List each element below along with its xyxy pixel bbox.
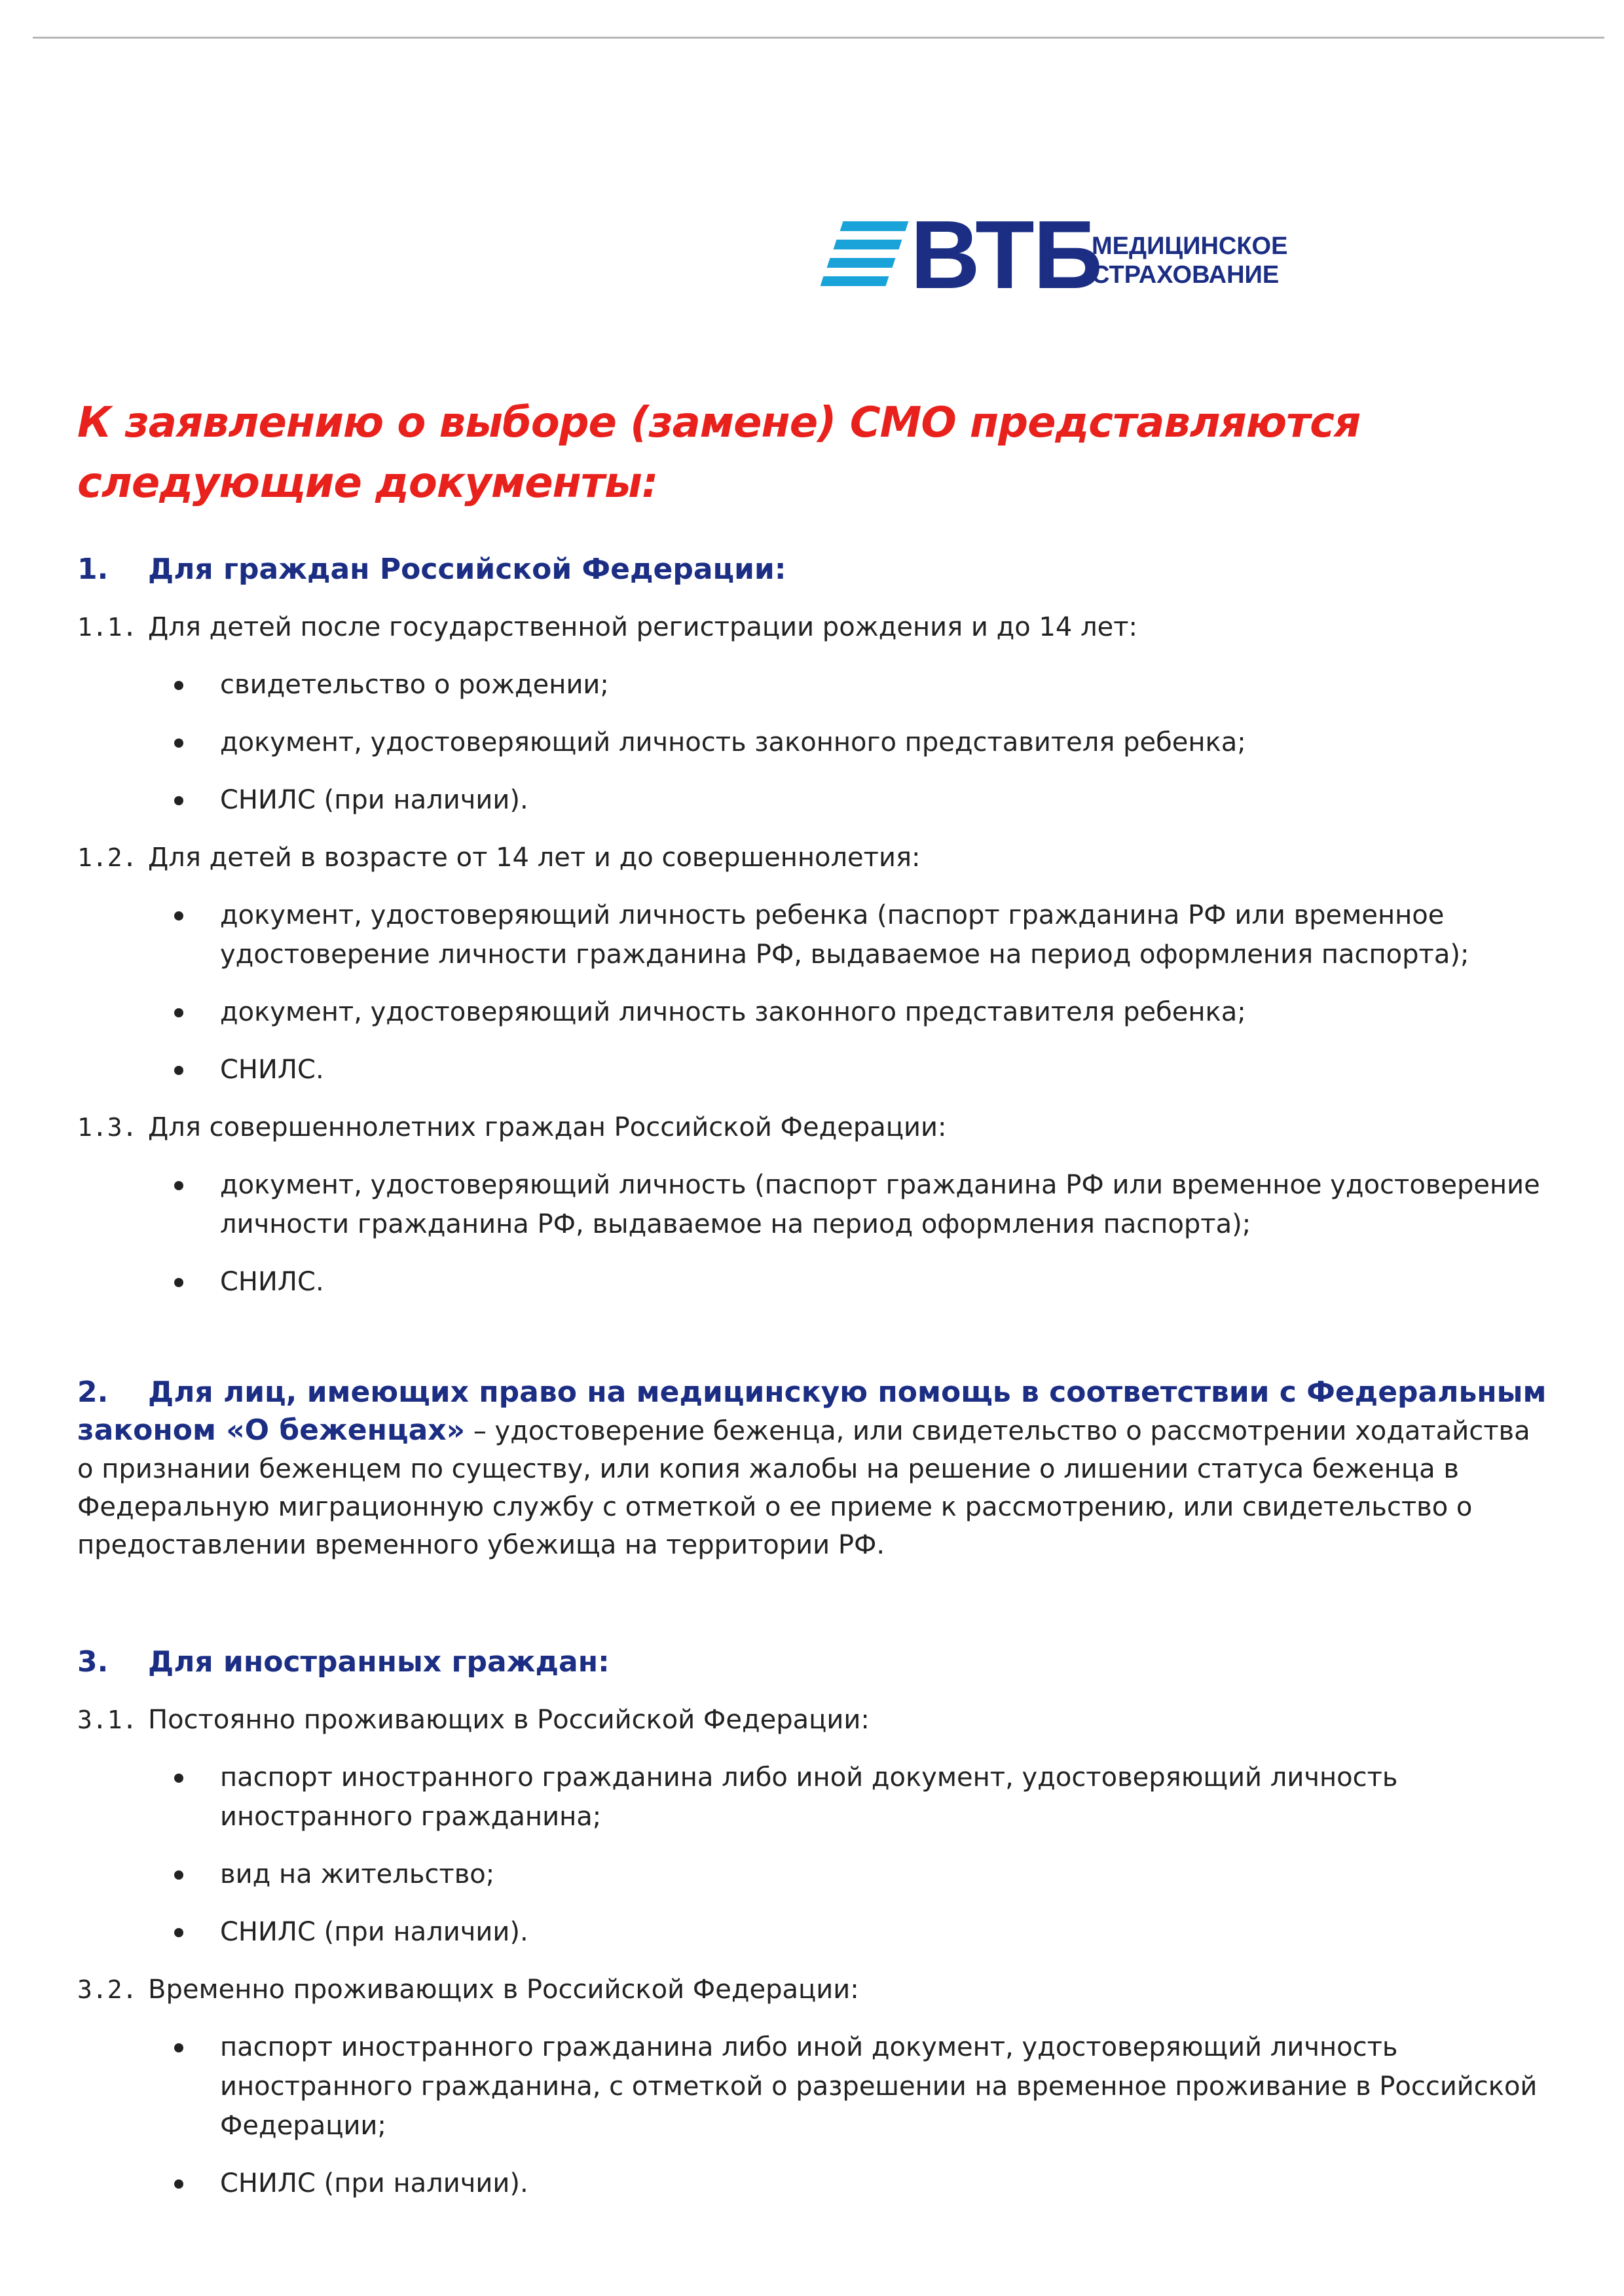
list-item [77,1050,1544,1089]
logo-subtitle-line1: МЕДИЦИНСКОЕ [1092,232,1288,260]
list-item [77,2164,1544,2203]
list-item [77,723,1544,762]
vtb-stripes-icon [822,221,910,287]
section-2-title [77,1374,1547,1412]
list-item-text: СНИЛС (при наличии). [220,1917,528,1947]
list-item-text: СНИЛС (при наличии). [220,785,528,815]
subsection-1-2-title [77,838,1544,877]
vtb-logo [822,201,1306,327]
list-item-text: Федерации; [220,2111,386,2141]
list-item-text: СНИЛС. [220,1055,324,1085]
subsection-1-1-list [77,665,1544,820]
list-item [77,896,1544,974]
list-item-text: документ, удостоверяющий личность (паспорт гражданина РФ или временное удостоверение [220,1170,1540,1200]
section-2-line2 [77,1412,1544,1450]
paragraph-text: – удостоверение беженца, или свидетельство о рассмотрении ходатайства [465,1416,1530,1446]
list-item [77,665,1544,704]
list-item-text: паспорт иностранного гражданина либо иной документ, удостоверяющий личность [220,2032,1398,2062]
subsection-title-text: Для совершеннолетних граждан Российской Федерации: [148,1112,947,1142]
section-title-text: Для лиц, имеющих право на медицинскую помощь в соответствии с Федеральным [148,1376,1547,1409]
section-title-text: законом «О беженцах» [77,1413,466,1447]
list-item-text: документ, удостоверяющий личность законного представителя ребенка; [220,997,1246,1027]
heading-line1: К заявлению о выборе (замене) СМО представляются [77,399,1361,447]
list-item-text: паспорт иностранного гражданина либо иной документ, удостоверяющий личность [220,1762,1398,1793]
list-item-text: СНИЛС (при наличии). [220,2168,528,2198]
list-item [77,780,1544,820]
list-item-text: свидетельство о рождении; [220,670,609,700]
logo-subtitle-line2: СТРАХОВАНИЕ [1092,261,1280,289]
section-3-title [77,1643,1544,1682]
logo-mark: ВТБ [910,201,1102,309]
subsection-title-text: Постоянно проживающих в Российской Федерации: [148,1705,870,1735]
list-item-text: документ, удостоверяющий личность законного представителя ребенка; [220,727,1246,757]
list-item [77,1262,1544,1302]
section-title-text: Для граждан Российской Федерации: [148,553,786,586]
logo-subtitle [1092,232,1287,289]
list-item-text: удостоверение личности гражданина РФ, выдаваемое на период оформления паспорта); [220,939,1469,970]
section-number: 3. [77,1645,109,1679]
subsection-title-text: Для детей в возрасте от 14 лет и до совершеннолетия: [148,843,921,873]
subsection-1-3-list [77,1165,1544,1302]
subsection-3-1-title [77,1700,1544,1740]
list-item-text: личности гражданина РФ, выдаваемое на период оформления паспорта); [220,1209,1251,1239]
section-number: 2. [77,1376,109,1409]
paragraph-line: Федеральную миграционную службу с отметкой о ее приеме к рассмотрению, или свидетельство о [77,1492,1473,1522]
subsection-title-text: Для детей после государственной регистрации рождения и до 14 лет: [148,612,1138,642]
section-2 [77,1374,1547,1564]
paragraph-line: предоставлении временного убежища на территории РФ. [77,1530,885,1560]
subsection-1-3-title [77,1108,1544,1147]
list-item [77,2028,1544,2145]
document-heading [77,393,1538,513]
subsection-1-1-title [77,608,1544,647]
list-item-text: иностранного гражданина; [220,1802,602,1832]
document-body [77,550,1547,2203]
list-item-text: СНИЛС. [220,1267,324,1297]
subsection-3-1-list [77,1758,1544,1952]
subsection-number: 1.2. [77,843,138,872]
subsection-3-2-list [77,2028,1544,2203]
list-item-text: вид на жительство; [220,1859,495,1889]
paragraph-line: о признании беженцем по существу, или копия жалобы на решение о лишении статуса беженца в [77,1454,1459,1484]
heading-line2: следующие документы: [77,459,658,507]
section-1-title [77,550,1544,589]
list-item [77,1855,1544,1894]
list-item [77,1758,1544,1836]
list-item [77,993,1544,1032]
list-item [77,1912,1544,1952]
subsection-number: 1.1. [77,613,138,642]
list-item-text: документ, удостоверяющий личность ребенка (паспорт гражданина РФ или временное [220,900,1445,930]
subsection-number: 1.3. [77,1113,138,1142]
section-title-text: Для иностранных граждан: [148,1645,610,1679]
scan-edge-line [33,37,1604,39]
list-item [77,1165,1544,1244]
subsection-number: 3.2. [77,1975,138,2004]
subsection-3-2-title [77,1970,1544,2009]
subsection-number: 3.1. [77,1705,138,1734]
section-number: 1. [77,553,109,586]
subsection-1-2-list [77,896,1544,1089]
list-item-text: иностранного гражданина, с отметкой о разрешении на временное проживание в Российской [220,2071,1538,2102]
subsection-title-text: Временно проживающих в Российской Федерации: [148,1975,859,2005]
